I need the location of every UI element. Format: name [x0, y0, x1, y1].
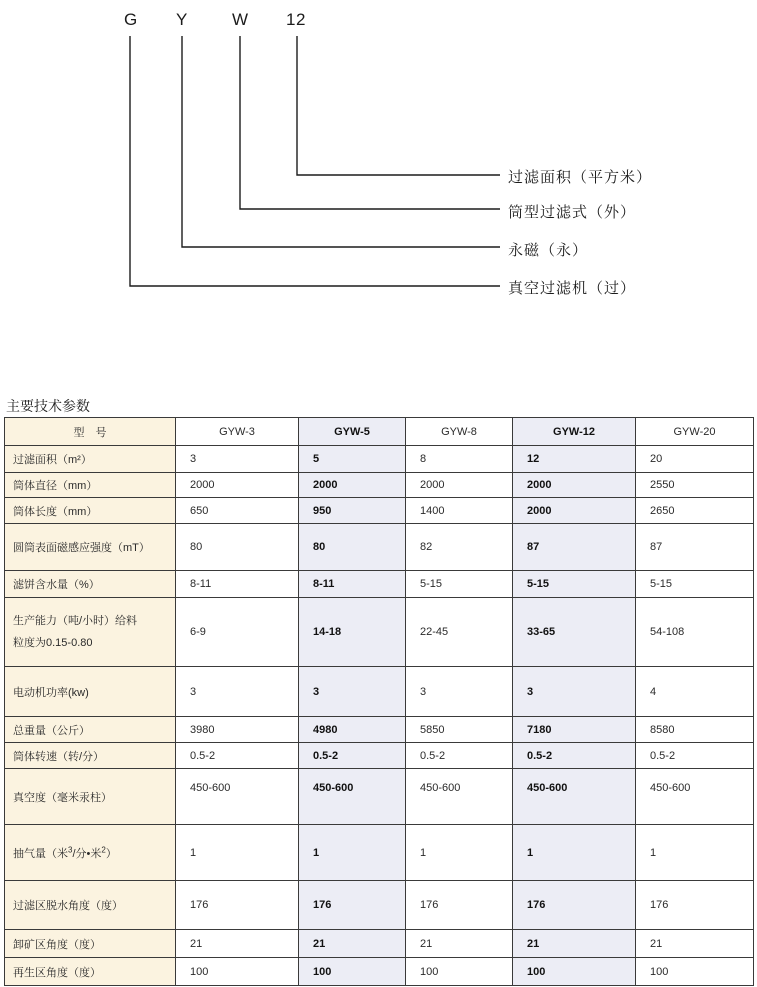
table-cell: 8-11: [176, 571, 299, 598]
table-cell: 1: [176, 825, 299, 881]
table-cell: 5-15: [636, 571, 754, 598]
table-cell: 6-9: [176, 598, 299, 667]
model-code-label-filter: 真空过滤机（过）: [508, 279, 637, 297]
connector-line-w: [240, 36, 500, 209]
table-cell: 21: [406, 930, 513, 958]
model-code-label-area: 过滤面积（平方米）: [508, 168, 653, 186]
table-row: [5, 958, 754, 986]
table-cell: 3: [513, 667, 636, 717]
table-cell: 176: [176, 881, 299, 930]
table-cell: 87: [513, 524, 636, 571]
model-col-header: GYW-5: [299, 418, 406, 446]
table-cell: 100: [513, 958, 636, 986]
table-cell: 21: [513, 930, 636, 958]
model-col-header: GYW-20: [636, 418, 754, 446]
superscript: 3: [68, 844, 73, 854]
table-cell: 1: [636, 825, 754, 881]
table-cell: 0.5-2: [299, 743, 406, 769]
table-row: [5, 881, 754, 930]
table-cell: 5850: [406, 717, 513, 743]
row-label: 过滤面积（m²）: [5, 446, 176, 473]
table-row: [5, 598, 754, 667]
row-label: 筒体长度（mm）: [5, 498, 176, 524]
table-row: [5, 930, 754, 958]
table-cell: 1: [406, 825, 513, 881]
row-label: 筒体直径（mm）: [5, 473, 176, 498]
row-label: 卸矿区角度（度）: [5, 930, 176, 958]
table-row: [5, 571, 754, 598]
model-code-letter-12: 12: [286, 10, 306, 29]
table-cell: 100: [636, 958, 754, 986]
table-cell: 14-18: [299, 598, 406, 667]
table-header-row: [5, 418, 754, 446]
table-cell: 87: [636, 524, 754, 571]
table-row: [5, 769, 754, 825]
table-cell: 4: [636, 667, 754, 717]
table-cell: 176: [406, 881, 513, 930]
table-row: [5, 473, 754, 498]
table-cell: 100: [406, 958, 513, 986]
row-label: 生产能力（吨/小时）给料: [13, 615, 138, 627]
model-col-header: GYW-3: [176, 418, 299, 446]
table-cell: 80: [299, 524, 406, 571]
table-cell: 3: [299, 667, 406, 717]
table-row: [5, 524, 754, 571]
connector-line-g: [130, 36, 500, 286]
table-row: [5, 825, 754, 881]
table-cell: 450-600: [299, 769, 406, 825]
table-cell: 450-600: [406, 769, 513, 825]
model-code-label-magnet: 永磁（永）: [508, 241, 589, 259]
table-cell: 3: [406, 667, 513, 717]
table-cell: 20: [636, 446, 754, 473]
row-label: 真空度（毫米汞柱）: [5, 769, 176, 825]
table-cell: 450-600: [176, 769, 299, 825]
row-label-part: 抽气量（米: [13, 847, 68, 860]
table-cell: 5: [299, 446, 406, 473]
table-cell: 21: [176, 930, 299, 958]
table-cell: 22-45: [406, 598, 513, 667]
row-label: 总重量（公斤）: [5, 717, 176, 743]
table-cell: 2000: [513, 498, 636, 524]
table-cell: 1: [513, 825, 636, 881]
table-cell: 650: [176, 498, 299, 524]
row-label: 圆筒表面磁感应强度（mT）: [5, 524, 176, 571]
table-cell: 2000: [513, 473, 636, 498]
table-row: [5, 743, 754, 769]
model-header-label: 型 号: [5, 418, 176, 446]
model-col-header: GYW-8: [406, 418, 513, 446]
model-code-diagram: [0, 0, 757, 300]
superscript: 2: [101, 844, 106, 854]
table-row: [5, 717, 754, 743]
table-cell: 0.5-2: [636, 743, 754, 769]
table-cell: 450-600: [513, 769, 636, 825]
table-cell: 4980: [299, 717, 406, 743]
row-label: 过滤区脱水角度（度）: [5, 881, 176, 930]
table-cell: 2000: [406, 473, 513, 498]
table-cell: 1400: [406, 498, 513, 524]
table-cell: 450-600: [636, 769, 754, 825]
table-row: [5, 446, 754, 473]
table-cell: 100: [176, 958, 299, 986]
table-cell: 1: [299, 825, 406, 881]
table-cell: 82: [406, 524, 513, 571]
table-cell: 176: [636, 881, 754, 930]
table-row: [5, 667, 754, 717]
table-row: [5, 498, 754, 524]
table-cell: 950: [299, 498, 406, 524]
row-label: 滤饼含水量（%）: [5, 571, 176, 598]
table-cell: 7180: [513, 717, 636, 743]
table-cell: 21: [636, 930, 754, 958]
row-label-part: ）: [105, 847, 117, 860]
table-cell: 2550: [636, 473, 754, 498]
model-code-letter-y: Y: [176, 10, 188, 29]
model-code-label-cylinder: 筒型过滤式（外）: [508, 203, 637, 221]
table-cell: 2000: [176, 473, 299, 498]
table-cell: 2000: [299, 473, 406, 498]
row-label-airflow: [5, 825, 176, 881]
table-cell: 2650: [636, 498, 754, 524]
table-cell: 80: [176, 524, 299, 571]
model-code-letter-w: W: [232, 10, 249, 29]
model-code-letter-g: G: [124, 10, 138, 29]
table-cell: 5-15: [513, 571, 636, 598]
row-label-multiline: [5, 598, 176, 667]
table-cell: 8-11: [299, 571, 406, 598]
row-label-part: /分•米: [72, 847, 102, 860]
table-cell: 8: [406, 446, 513, 473]
table-cell: 0.5-2: [513, 743, 636, 769]
table-cell: 176: [513, 881, 636, 930]
spec-table: [4, 417, 754, 986]
table-cell: 3: [176, 446, 299, 473]
table-cell: 5-15: [406, 571, 513, 598]
connector-line-y: [182, 36, 500, 247]
section-title: 主要技术参数: [6, 399, 90, 415]
table-cell: 54-108: [636, 598, 754, 667]
row-label: 再生区角度（度）: [5, 958, 176, 986]
table-cell: 12: [513, 446, 636, 473]
table-cell: 21: [299, 930, 406, 958]
table-cell: 8580: [636, 717, 754, 743]
table-cell: 0.5-2: [406, 743, 513, 769]
row-label-line2: 粒度为0.15-0.80: [13, 637, 93, 649]
table-cell: 33-65: [513, 598, 636, 667]
table-cell: 0.5-2: [176, 743, 299, 769]
table-cell: 100: [299, 958, 406, 986]
model-col-header: GYW-12: [513, 418, 636, 446]
connector-line-12: [297, 36, 500, 175]
row-label: 电动机功率(kw): [5, 667, 176, 717]
row-label: 筒体转速（转/分）: [5, 743, 176, 769]
table-cell: 3: [176, 667, 299, 717]
table-cell: 3980: [176, 717, 299, 743]
table-cell: 176: [299, 881, 406, 930]
